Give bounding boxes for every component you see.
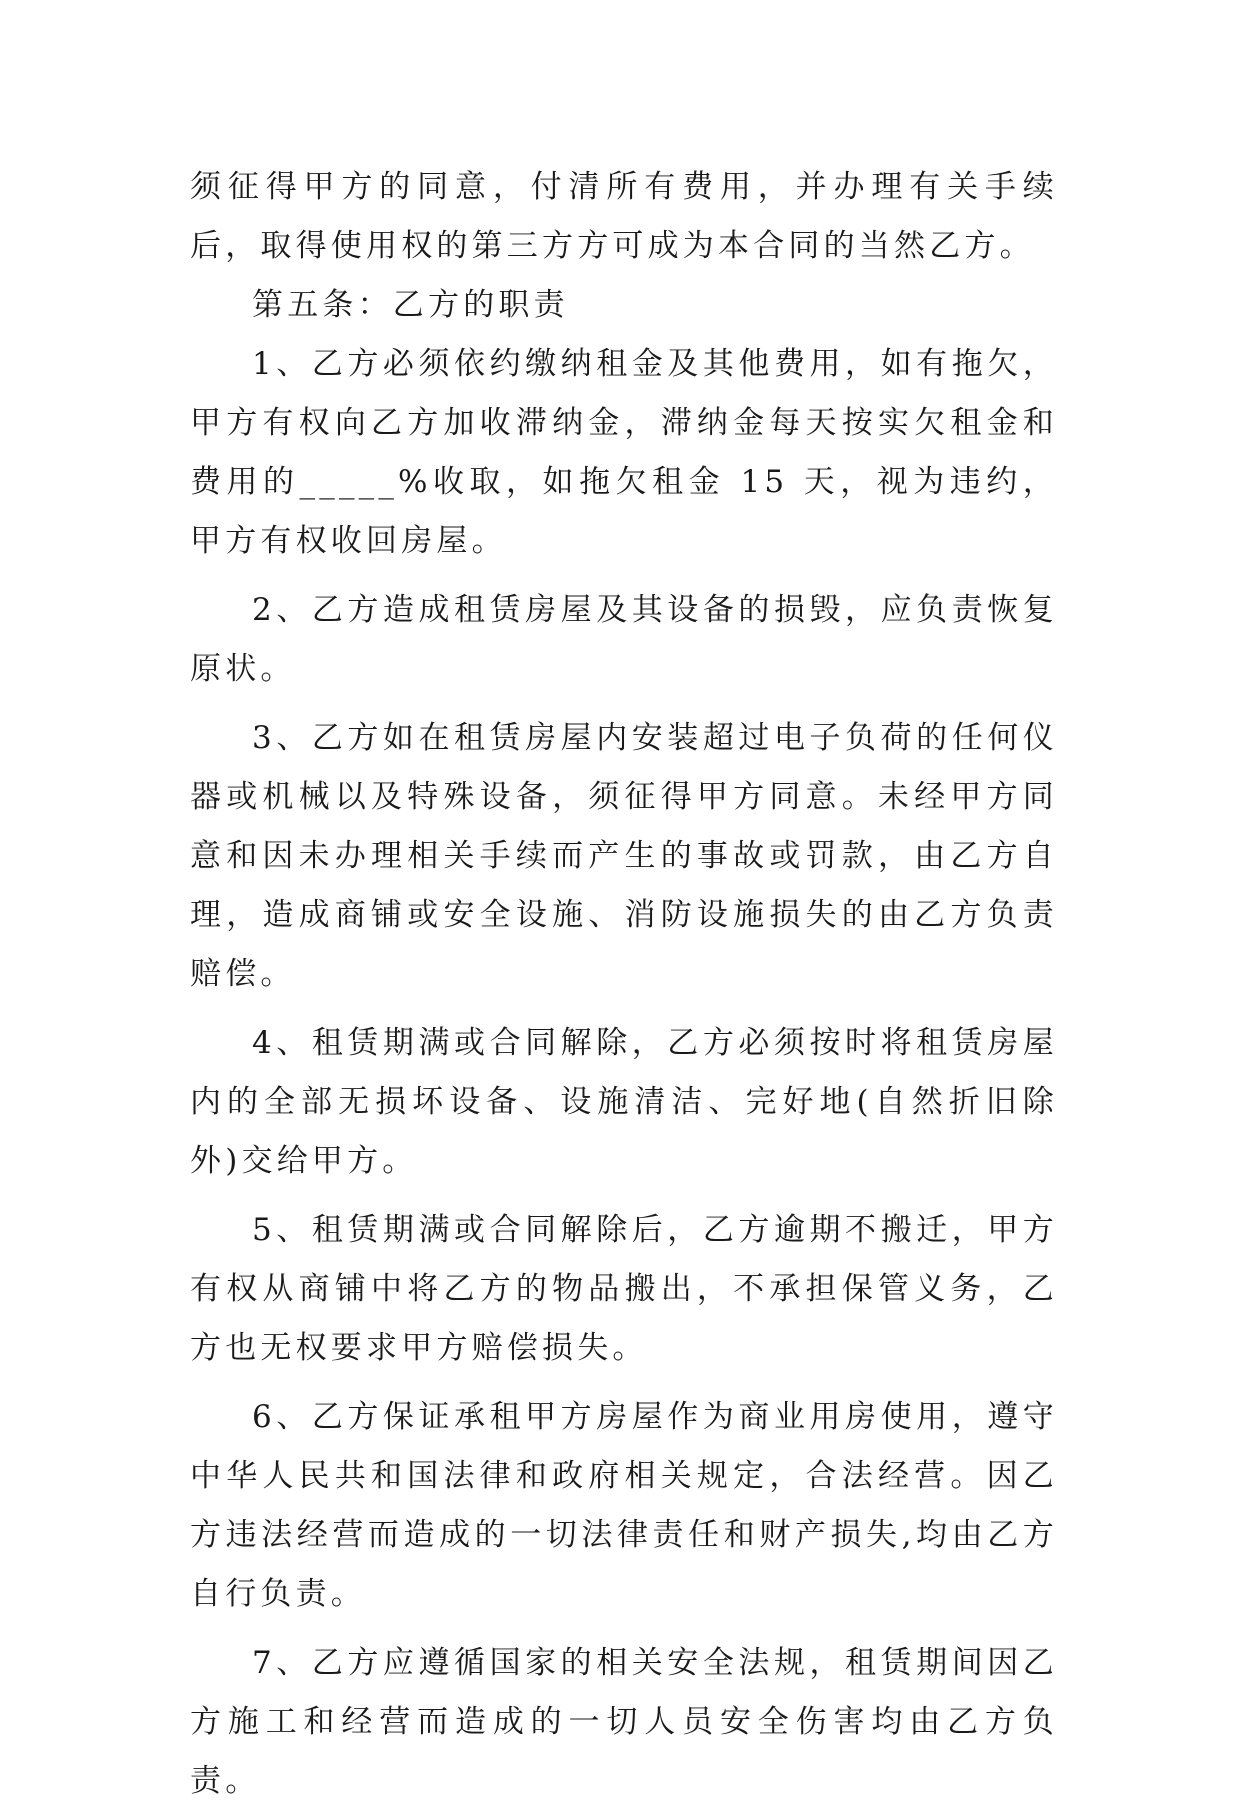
clause-2: 2、乙方造成租赁房屋及其设备的损毁，应负责恢复原状。 xyxy=(190,592,1058,687)
clause-3: 3、乙方如在租赁房屋内安装超过电子负荷的任何仪器或机械以及特殊设备，须征得甲方同意。未经甲方同意和因未办理相关手续而产生的事故或罚款，由乙方自理，造成商铺或安全设施、消防设施损失的由乙方负责赔偿。 xyxy=(190,720,1058,992)
section-heading-article-5: 第五条：乙方的职责 xyxy=(252,287,569,323)
clause-4: 4、租赁期满或合同解除，乙方必须按时将租赁房屋内的全部无损坏设备、设施清洁、完好地(自然折旧除外)交给甲方。 xyxy=(190,1025,1058,1179)
clause-5: 5、租赁期满或合同解除后，乙方逾期不搬迁，甲方有权从商铺中将乙方的物品搬出，不承担保管义务，乙方也无权要求甲方赔偿损失。 xyxy=(190,1212,1058,1366)
paragraph-continuation: 须征得甲方的同意，付清所有费用，并办理有关手续后，取得使用权的第三方方可成为本合同的当然乙方。 xyxy=(190,169,1058,264)
clause-1: 1、乙方必须依约缴纳租金及其他费用，如有拖欠，甲方有权向乙方加收滞纳金，滞纳金每天按实欠租金和费用的_____%收取，如拖欠租金 15 天，视为违约，甲方有权收回房屋。 xyxy=(190,346,1058,559)
document-body xyxy=(190,158,1058,1811)
clause-7: 7、乙方应遵循国家的相关安全法规，租赁期间因乙方施工和经营而造成的一切人员安全伤害均由乙方负责。 xyxy=(190,1645,1058,1799)
clause-6: 6、乙方保证承租甲方房屋作为商业用房使用，遵守中华人民共和国法律和政府相关规定，合法经营。因乙方违法经营而造成的一切法律责任和财产损失,均由乙方自行负责。 xyxy=(190,1399,1058,1612)
